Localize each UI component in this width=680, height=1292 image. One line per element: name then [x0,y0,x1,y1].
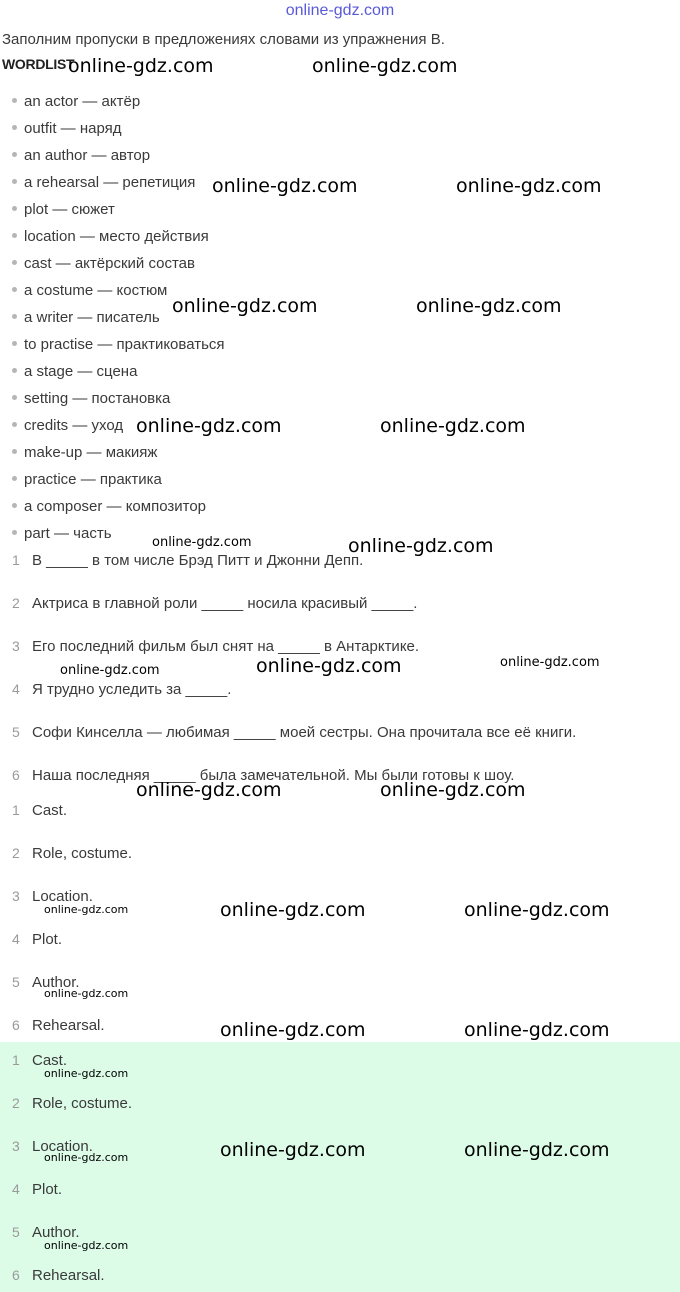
wordlist-item [12,120,122,137]
watermark: online-gdz.com [500,655,600,670]
exercise-text: Наша последняя _____ была замечательной. Мы были готовы к шоу. [32,767,515,784]
exercise-number: 2 [12,595,20,611]
exercise-number: 4 [12,681,20,697]
wordlist-item-text: part — часть [24,525,112,542]
answer-number: 5 [12,974,20,990]
bullet-icon [12,152,17,157]
watermark: online-gdz.com [68,55,214,77]
highlighted-answer-item [12,1267,105,1284]
answer-item [12,802,67,819]
watermark: online-gdz.com [256,655,402,677]
bullet-icon [12,368,17,373]
wordlist-item-text: setting — постановка [24,390,171,407]
wordlist-item-text: a composer — композитор [24,498,207,515]
wordlist-item-text: an actor — актёр [24,93,141,110]
answer-number: 3 [12,888,20,904]
wordlist-item [12,201,115,218]
watermark: online-gdz.com [464,1139,610,1161]
bullet-icon [12,341,17,346]
wordlist-item [12,282,167,299]
watermark: online-gdz.com [44,903,129,916]
wordlist-item-text: cast — актёрский состав [24,255,195,272]
answer-text: Plot. [32,931,63,948]
bullet-icon [12,233,17,238]
watermark: online-gdz.com [456,175,602,197]
site-link[interactable]: online-gdz.com [285,2,395,19]
answer-text: Location. [32,888,93,905]
wordlist-item-text: to practise — практиковаться [24,336,225,353]
watermark: online-gdz.com [44,1151,129,1164]
exercise-item [12,595,417,612]
watermark: online-gdz.com [152,535,252,550]
bullet-icon [12,503,17,508]
watermark: online-gdz.com [172,295,318,317]
wordlist-item-text: make-up — макияж [24,444,158,461]
bullet-icon [12,530,17,535]
watermark: online-gdz.com [44,1067,129,1080]
exercise-text: В _____ в том числе Брэд Питт и Джонни Депп. [32,552,364,569]
bullet-icon [12,476,17,481]
watermark: online-gdz.com [212,175,358,197]
watermark: online-gdz.com [416,295,562,317]
exercise-number: 3 [12,638,20,654]
wordlist-item [12,498,206,515]
watermark: online-gdz.com [44,1239,129,1252]
exercise-number: 1 [12,552,20,568]
wordlist-item [12,174,195,191]
answer-item [12,931,62,948]
wordlist-item [12,255,195,272]
wordlist-title: WORDLIST [2,56,75,72]
answer-number: 3 [12,1138,20,1154]
answer-item [12,1017,105,1034]
watermark: online-gdz.com [380,415,526,437]
bullet-icon [12,422,17,427]
answer-text: Role, costume. [32,1095,133,1112]
bullet-icon [12,206,17,211]
watermark: online-gdz.com [136,779,282,801]
wordlist-item-text: a writer — писатель [24,309,160,326]
highlighted-answer-item [12,1181,62,1198]
watermark: online-gdz.com [60,663,160,678]
watermark: online-gdz.com [464,1019,610,1041]
wordlist-item [12,147,150,164]
answer-number: 4 [12,1181,20,1197]
wordlist-item [12,363,137,380]
watermark: online-gdz.com [348,535,494,557]
exercise-text: Софи Кинселла — любимая _____ моей сестры. Она прочитала все её книги. [32,724,577,741]
bullet-icon [12,260,17,265]
answer-number: 4 [12,931,20,947]
wordlist-item-text: practice — практика [24,471,162,488]
wordlist-item [12,93,140,110]
exercise-number: 5 [12,724,20,740]
answer-number: 1 [12,802,20,818]
answer-text: Author. [32,1224,80,1241]
wordlist-item-text: outfit — наряд [24,120,122,137]
answer-number: 6 [12,1267,20,1283]
answer-item [12,845,132,862]
wordlist-item [12,525,112,542]
wordlist-item [12,228,209,245]
answer-number: 5 [12,1224,20,1240]
bullet-icon [12,287,17,292]
answer-number: 2 [12,845,20,861]
wordlist-item-text: a rehearsal — репетиция [24,174,196,191]
exercise-item [12,681,231,698]
bullet-icon [12,98,17,103]
exercise-text: Актриса в главной роли _____ носила красивый _____. [32,595,418,612]
wordlist-item [12,309,160,326]
wordlist-item [12,471,162,488]
answer-text: Plot. [32,1181,63,1198]
exercise-number: 6 [12,767,20,783]
exercise-item [12,638,419,655]
watermark: online-gdz.com [220,899,366,921]
answer-text: Role, costume. [32,845,133,862]
watermark: online-gdz.com [136,415,282,437]
watermark: online-gdz.com [312,55,458,77]
exercise-item [12,724,576,741]
exercise-text: Я трудно уследить за _____. [32,681,232,698]
wordlist-item [12,417,123,434]
answer-text: Author. [32,974,80,991]
highlighted-answer-item [12,1095,132,1112]
answer-text: Cast. [32,802,68,819]
watermark: online-gdz.com [464,899,610,921]
bullet-icon [12,449,17,454]
wordlist-item-text: plot — сюжет [24,201,115,218]
answer-text: Rehearsal. [32,1017,105,1034]
wordlist-item [12,444,157,461]
wordlist-item-text: an author — автор [24,147,151,164]
watermark: online-gdz.com [220,1019,366,1041]
answer-text: Rehearsal. [32,1267,105,1284]
wordlist-item [12,336,225,353]
watermark: online-gdz.com [380,779,526,801]
exercise-text: Его последний фильм был снят на _____ в Антарктике. [32,638,420,655]
exercise-item [12,552,363,569]
bullet-icon [12,395,17,400]
wordlist-item-text: location — место действия [24,228,209,245]
answer-number: 1 [12,1052,20,1068]
bullet-icon [12,179,17,184]
bullet-icon [12,125,17,130]
watermark: online-gdz.com [44,987,129,1000]
wordlist-item-text: credits — уход [24,417,124,434]
answer-text: Cast. [32,1052,68,1069]
answer-text: Location. [32,1138,93,1155]
intro-text: Заполним пропуски в предложениях словами из упражнения B. [2,31,445,48]
bullet-icon [12,314,17,319]
answer-number: 2 [12,1095,20,1111]
wordlist-item [12,390,170,407]
wordlist-item-text: a stage — сцена [24,363,138,380]
watermark: online-gdz.com [220,1139,366,1161]
answer-number: 6 [12,1017,20,1033]
wordlist-item-text: a costume — костюм [24,282,168,299]
